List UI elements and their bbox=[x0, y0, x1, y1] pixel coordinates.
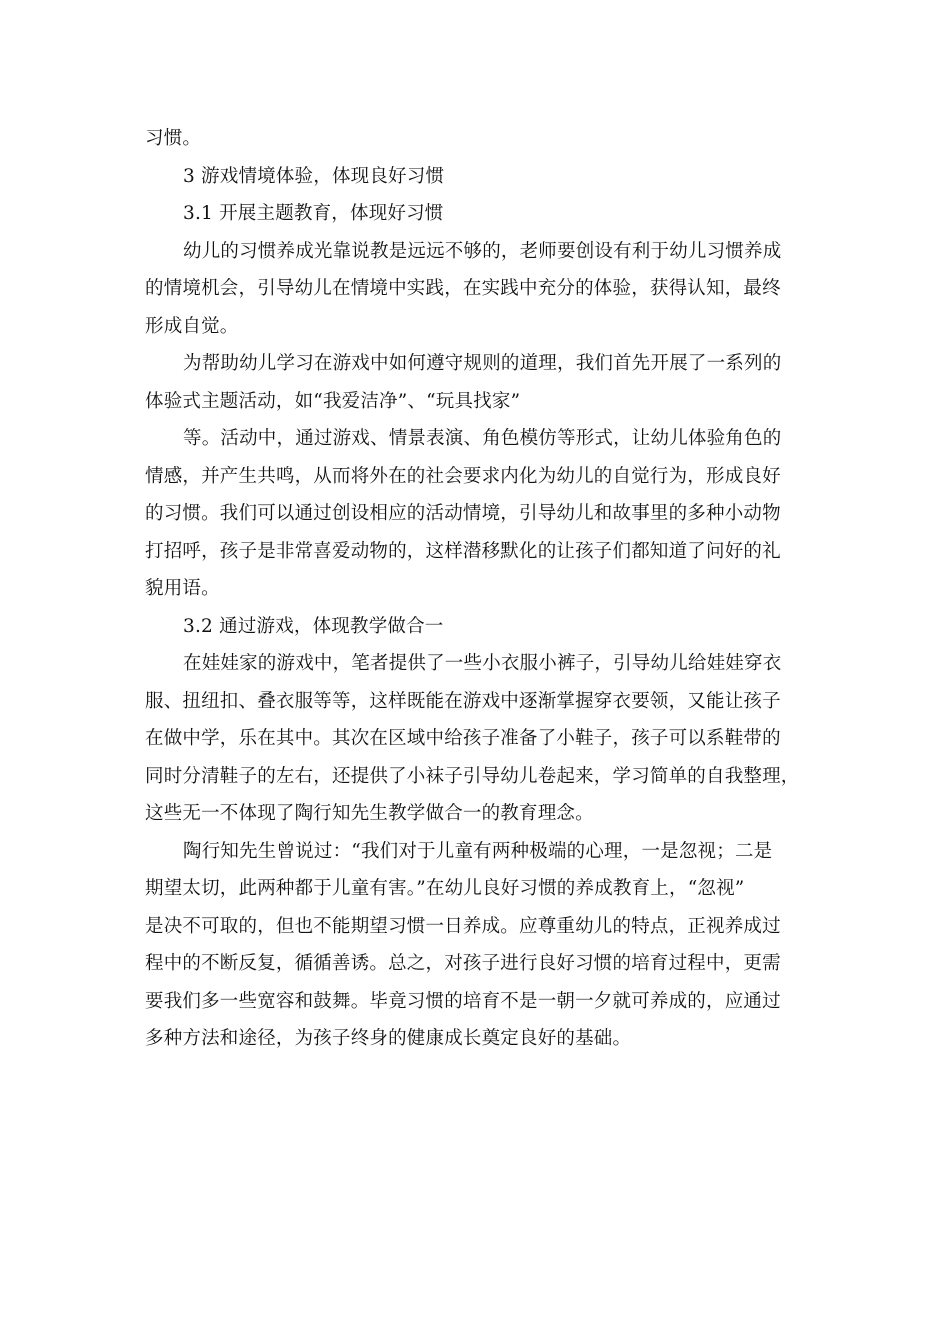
document-page bbox=[145, 120, 810, 1058]
text-line: 这些无一不体现了陶行知先生教学做合一的教育理念。 bbox=[145, 803, 594, 824]
text-line: 要我们多一些宽容和鼓舞。毕竟习惯的培育不是一朝一夕就可养成的，应通过 bbox=[145, 990, 781, 1012]
text-line: 貌用语。 bbox=[145, 578, 220, 599]
text-line: 是决不可取的，但也不能期望习惯一日养成。应尊重幼儿的特点，正视养成过 bbox=[145, 915, 781, 937]
section-heading: 3 游戏情境体验，体现良好习惯 bbox=[183, 165, 445, 187]
subsection-heading: 3.1 开展主题教育，体现好习惯 bbox=[183, 203, 444, 224]
text-line: 程中的不断反复，循循善诱。总之，对孩子进行良好习惯的培育过程中，更需 bbox=[145, 953, 781, 974]
subsection-heading: 3.2 通过游戏，体现教学做合一 bbox=[183, 615, 444, 637]
text-line: 等。活动中，通过游戏、情景表演、角色模仿等形式，让幼儿体验角色的 bbox=[183, 428, 782, 449]
text-line: 陶行知先生曾说过：“我们对于儿童有两种极端的心理，一是忽视；二是 bbox=[183, 840, 773, 862]
text-line: 在娃娃家的游戏中，笔者提供了一些小衣服小裤子，引导幼儿给娃娃穿衣 bbox=[183, 653, 782, 674]
text-line: 服、扭纽扣、叠衣服等等，这样既能在游戏中逐渐掌握穿衣要领，又能让孩子 bbox=[145, 690, 781, 712]
text-line: 打招呼，孩子是非常喜爱动物的，这样潜移默化的让孩子们都知道了问好的礼 bbox=[145, 540, 781, 562]
text-line: 形成自觉。 bbox=[145, 315, 239, 337]
text-line: 为帮助幼儿学习在游戏中如何遵守规则的道理，我们首先开展了一系列的 bbox=[183, 353, 782, 374]
text-line: 幼儿的习惯养成光靠说教是远远不够的，老师要创设有利于幼儿习惯养成 bbox=[183, 240, 782, 262]
text-line: 习惯。 bbox=[145, 128, 202, 149]
text-line: 在做中学，乐在其中。其次在区域中给孩子准备了小鞋子，孩子可以系鞋带的 bbox=[145, 728, 781, 749]
text-line: 情感，并产生共鸣，从而将外在的社会要求内化为幼儿的自觉行为，形成良好 bbox=[145, 465, 781, 487]
text-line: 同时分清鞋子的左右，还提供了小袜子引导幼儿卷起来，学习简单的自我整理， bbox=[145, 765, 800, 787]
text-line: 体验式主题活动，如“我爱洁净”、“玩具找家” bbox=[145, 390, 521, 412]
text-line: 的习惯。我们可以通过创设相应的活动情境，引导幼儿和故事里的多种小动物 bbox=[145, 503, 781, 524]
text-line: 的情境机会，引导幼儿在情境中实践，在实践中充分的体验，获得认知，最终 bbox=[145, 278, 781, 299]
text-line: 期望太切，此两种都于儿童有害。”在幼儿良好习惯的养成教育上，“忽视” bbox=[145, 878, 745, 899]
text-line: 多种方法和途径，为孩子终身的健康成长奠定良好的基础。 bbox=[145, 1028, 632, 1049]
